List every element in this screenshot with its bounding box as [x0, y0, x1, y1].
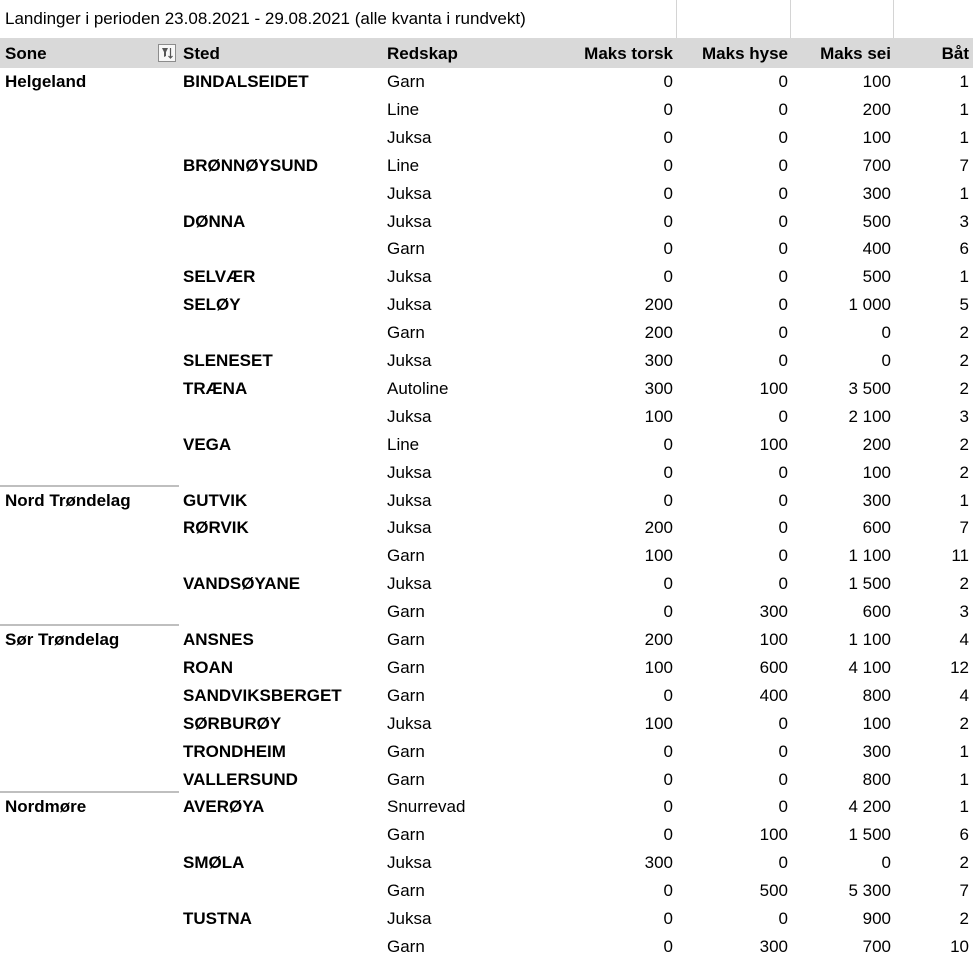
zone-separator: [0, 624, 179, 626]
table-row: [0, 403, 973, 431]
table-cell-sted[interactable]: ROAN: [183, 657, 234, 677]
table-cell-maks-sei[interactable]: 700: [862, 155, 891, 175]
table-cell-redskap[interactable]: Juksa: [387, 351, 432, 370]
table-cell-maks-torsk[interactable]: 0: [663, 155, 673, 175]
table-row: [0, 375, 973, 403]
table-cell-redskap[interactable]: Juksa: [387, 713, 432, 733]
table-cell-sted[interactable]: ANSNES: [183, 630, 254, 649]
table-cell-sted[interactable]: TRONDHEIM: [183, 741, 286, 761]
table-cell-maks-sei[interactable]: 300: [862, 490, 891, 510]
table-cell-maks-hyse[interactable]: 0: [778, 909, 788, 928]
table-row: [0, 96, 973, 124]
table-cell-sted[interactable]: SANDVIKSBERGET: [183, 685, 342, 705]
report-title: Landinger i perioden 23.08.2021 - 29.08.2021 (alle kvanta i rundvekt): [5, 9, 526, 28]
table-cell-maks-torsk[interactable]: 0: [663, 434, 673, 454]
table-cell-redskap[interactable]: Juksa: [387, 490, 432, 510]
table-cell-baat[interactable]: 3: [959, 406, 969, 426]
table-cell-redskap[interactable]: Garn: [387, 239, 425, 259]
table-row: [0, 877, 973, 905]
table-cell-redskap[interactable]: Garn: [387, 602, 425, 622]
table-cell-maks-hyse[interactable]: 0: [778, 574, 788, 594]
table-row: [0, 68, 973, 96]
table-cell-baat[interactable]: 1: [959, 72, 969, 91]
table-cell-baat[interactable]: 2: [959, 434, 969, 454]
table-row: [0, 598, 973, 626]
table-row: [0, 514, 973, 542]
table-cell-redskap[interactable]: Juksa: [387, 518, 432, 538]
table-cell-baat[interactable]: 6: [959, 239, 969, 259]
table-cell-baat[interactable]: 6: [959, 825, 969, 845]
table-cell-maks-sei[interactable]: 400: [862, 239, 891, 259]
table-cell-maks-torsk[interactable]: 0: [663, 741, 673, 761]
table-cell-redskap[interactable]: Juksa: [387, 267, 432, 287]
table-cell-redskap[interactable]: Garn: [387, 685, 425, 705]
table-cell-maks-torsk[interactable]: 0: [663, 239, 673, 259]
table-cell-maks-sei[interactable]: 300: [862, 183, 891, 203]
table-row: [0, 542, 973, 570]
header-maks-hyse[interactable]: Maks hyse: [702, 44, 788, 63]
table-cell-maks-hyse[interactable]: 0: [778, 267, 788, 287]
table-cell-baat[interactable]: 10: [950, 936, 969, 956]
table-cell-redskap[interactable]: Line: [387, 155, 420, 175]
table-cell-redskap[interactable]: Juksa: [387, 574, 432, 594]
table-cell-baat[interactable]: 1: [959, 183, 969, 203]
table-cell-baat[interactable]: 12: [950, 657, 969, 677]
table-cell-baat[interactable]: 1: [959, 741, 969, 761]
table-cell-sted[interactable]: DØNNA: [183, 211, 246, 231]
table-row: [0, 849, 973, 877]
table-cell-redskap[interactable]: Line: [387, 99, 420, 119]
zone-separator: [0, 791, 179, 793]
table-cell-sone[interactable]: Helgeland: [5, 72, 87, 91]
table-cell-maks-hyse[interactable]: 0: [778, 797, 788, 817]
table-cell-maks-hyse[interactable]: 100: [759, 825, 788, 845]
table-cell-maks-torsk[interactable]: 200: [644, 295, 673, 315]
table-cell-maks-sei[interactable]: 600: [862, 518, 891, 538]
table-cell-maks-hyse[interactable]: 300: [759, 602, 788, 622]
table-cell-maks-torsk[interactable]: 300: [644, 351, 673, 370]
table-cell-maks-torsk[interactable]: 200: [644, 630, 673, 649]
table-cell-baat[interactable]: 2: [959, 323, 969, 343]
table-cell-redskap[interactable]: Snurrevad: [387, 797, 466, 817]
table-row: [0, 626, 973, 654]
table-cell-maks-torsk[interactable]: 0: [663, 267, 673, 287]
table-cell-maks-torsk[interactable]: 100: [644, 406, 673, 426]
table-row: [0, 291, 973, 319]
table-cell-sted[interactable]: GUTVIK: [183, 490, 248, 510]
table-cell-sted[interactable]: TRÆNA: [183, 378, 248, 398]
table-cell-maks-torsk[interactable]: 0: [663, 462, 673, 482]
table-cell-baat[interactable]: 2: [959, 378, 969, 398]
table-cell-redskap[interactable]: Garn: [387, 72, 425, 91]
table-cell-maks-hyse[interactable]: 0: [778, 295, 788, 315]
table-row: [0, 152, 973, 180]
table-cell-maks-hyse[interactable]: 300: [759, 936, 788, 956]
table-cell-redskap[interactable]: Juksa: [387, 909, 432, 928]
table-cell-maks-sei[interactable]: 600: [862, 602, 891, 622]
table-row: [0, 208, 973, 236]
table-cell-baat[interactable]: 5: [959, 295, 969, 315]
table-row: [0, 710, 973, 738]
table-cell-baat[interactable]: 4: [959, 630, 969, 649]
table-cell-sone[interactable]: Sør Trøndelag: [5, 630, 120, 649]
table-cell-redskap[interactable]: Autoline: [387, 378, 449, 398]
table-cell-redskap[interactable]: Garn: [387, 741, 425, 761]
table-cell-maks-hyse[interactable]: 0: [778, 546, 788, 566]
table-cell-maks-torsk[interactable]: 0: [663, 685, 673, 705]
table-row: [0, 821, 973, 849]
table-cell-maks-sei[interactable]: 1 100: [848, 546, 891, 566]
table-row: [0, 347, 973, 375]
table-cell-sted[interactable]: SØRBURØY: [183, 713, 282, 733]
table-cell-baat[interactable]: 2: [959, 351, 969, 370]
table-row: [0, 263, 973, 291]
table-cell-maks-hyse[interactable]: 400: [759, 685, 788, 705]
table-cell-maks-hyse[interactable]: 0: [778, 769, 788, 789]
table-row: [0, 124, 973, 152]
table-cell-maks-sei[interactable]: 0: [881, 853, 891, 873]
table-cell-redskap[interactable]: Juksa: [387, 295, 432, 315]
header-baat[interactable]: Båt: [941, 44, 969, 63]
table-cell-maks-hyse[interactable]: 0: [778, 406, 788, 426]
table-cell-sone[interactable]: Nord Trøndelag: [5, 490, 131, 510]
table-cell-maks-sei[interactable]: 1 000: [848, 295, 891, 315]
table-cell-maks-sei[interactable]: 500: [862, 211, 891, 231]
table-cell-sted[interactable]: AVERØYA: [183, 797, 265, 817]
table-cell-maks-torsk[interactable]: 0: [663, 490, 673, 510]
cell-divider: [676, 0, 677, 38]
table-cell-baat[interactable]: 2: [959, 574, 969, 594]
table-cell-maks-sei[interactable]: 500: [862, 267, 891, 287]
table-cell-maks-sei[interactable]: 4 200: [848, 797, 891, 817]
table-cell-baat[interactable]: 1: [959, 797, 969, 817]
table-cell-redskap[interactable]: Juksa: [387, 853, 432, 873]
table-cell-maks-sei[interactable]: 100: [862, 127, 891, 147]
filter-sort-icon[interactable]: [158, 44, 176, 62]
table-cell-baat[interactable]: 2: [959, 909, 969, 928]
table-cell-maks-torsk[interactable]: 0: [663, 602, 673, 622]
table-cell-maks-hyse[interactable]: 0: [778, 127, 788, 147]
cell-divider: [790, 0, 791, 38]
table-cell-sted[interactable]: BRØNNØYSUND: [183, 155, 319, 175]
table-row: [0, 933, 973, 961]
table-cell-maks-hyse[interactable]: 100: [759, 630, 788, 649]
table-cell-sted[interactable]: BINDALSEIDET: [183, 72, 309, 91]
table-cell-maks-hyse[interactable]: 0: [778, 239, 788, 259]
table-cell-maks-torsk[interactable]: 0: [663, 127, 673, 147]
table-cell-maks-hyse[interactable]: 500: [759, 881, 788, 901]
table-cell-redskap[interactable]: Juksa: [387, 406, 432, 426]
table-cell-sted[interactable]: VEGA: [183, 434, 232, 454]
table-cell-baat[interactable]: 7: [959, 881, 969, 901]
table-cell-maks-torsk[interactable]: 0: [663, 797, 673, 817]
table-cell-maks-sei[interactable]: 700: [862, 936, 891, 956]
table-cell-redskap[interactable]: Garn: [387, 546, 425, 566]
table-cell-sted[interactable]: VANDSØYANE: [183, 574, 301, 594]
header-sone[interactable]: Sone: [5, 44, 47, 63]
header-maks-sei[interactable]: Maks sei: [820, 44, 891, 63]
table-cell-maks-torsk[interactable]: 300: [644, 853, 673, 873]
table-cell-maks-torsk[interactable]: 100: [644, 657, 673, 677]
table-cell-redskap[interactable]: Garn: [387, 323, 425, 343]
table-cell-maks-hyse[interactable]: 0: [778, 155, 788, 175]
table-cell-baat[interactable]: 2: [959, 853, 969, 873]
table-cell-baat[interactable]: 1: [959, 99, 969, 119]
table-cell-redskap[interactable]: Line: [387, 434, 420, 454]
table-cell-maks-hyse[interactable]: 0: [778, 323, 788, 343]
table-cell-baat[interactable]: 2: [959, 462, 969, 482]
table-row: [0, 459, 973, 487]
table-cell-baat[interactable]: 2: [959, 713, 969, 733]
table-cell-sted[interactable]: TUSTNA: [183, 909, 252, 928]
table-cell-maks-torsk[interactable]: 300: [644, 378, 673, 398]
table-cell-maks-hyse[interactable]: 0: [778, 853, 788, 873]
table-cell-maks-torsk[interactable]: 0: [663, 769, 673, 789]
table-cell-redskap[interactable]: Garn: [387, 630, 425, 649]
header-sted[interactable]: Sted: [183, 44, 220, 63]
table-cell-maks-hyse[interactable]: 0: [778, 351, 788, 370]
table-cell-baat[interactable]: 7: [959, 155, 969, 175]
header-redskap[interactable]: Redskap: [387, 44, 458, 63]
table-cell-maks-hyse[interactable]: 600: [759, 657, 788, 677]
table-cell-maks-hyse[interactable]: 100: [759, 378, 788, 398]
table-row: [0, 766, 973, 794]
table-cell-maks-sei[interactable]: 4 100: [848, 657, 891, 677]
table-cell-maks-torsk[interactable]: 200: [644, 518, 673, 538]
table-cell-maks-sei[interactable]: 100: [862, 72, 891, 91]
table-row: [0, 180, 973, 208]
table-cell-maks-sei[interactable]: 800: [862, 685, 891, 705]
table-row: [0, 654, 973, 682]
table-cell-sone[interactable]: Nordmøre: [5, 797, 87, 817]
table-cell-maks-torsk[interactable]: 0: [663, 825, 673, 845]
zone-separator: [0, 485, 179, 487]
table-cell-baat[interactable]: 7: [959, 518, 969, 538]
header-row: [0, 38, 973, 68]
table-cell-maks-sei[interactable]: 1 500: [848, 825, 891, 845]
table-cell-maks-torsk[interactable]: 0: [663, 936, 673, 956]
table-cell-maks-torsk[interactable]: 0: [663, 183, 673, 203]
table-cell-maks-hyse[interactable]: 0: [778, 99, 788, 119]
table-cell-redskap[interactable]: Juksa: [387, 127, 432, 147]
table-cell-maks-torsk[interactable]: 100: [644, 546, 673, 566]
table-cell-baat[interactable]: 4: [959, 685, 969, 705]
table-row: [0, 487, 973, 515]
table-cell-maks-torsk[interactable]: 0: [663, 909, 673, 928]
table-cell-maks-sei[interactable]: 1 500: [848, 574, 891, 594]
table-cell-redskap[interactable]: Garn: [387, 657, 425, 677]
table-cell-maks-torsk[interactable]: 0: [663, 72, 673, 91]
table-cell-maks-hyse[interactable]: 0: [778, 741, 788, 761]
table-cell-maks-torsk[interactable]: 0: [663, 99, 673, 119]
table-row: [0, 235, 973, 263]
table-cell-maks-sei[interactable]: 2 100: [848, 406, 891, 426]
table-cell-maks-sei[interactable]: 100: [862, 462, 891, 482]
table-cell-redskap[interactable]: Juksa: [387, 462, 432, 482]
table-cell-sted[interactable]: RØRVIK: [183, 518, 249, 538]
table-cell-maks-hyse[interactable]: 0: [778, 183, 788, 203]
table-cell-maks-hyse[interactable]: 0: [778, 211, 788, 231]
table-row: [0, 319, 973, 347]
table-row: [0, 431, 973, 459]
table-row: [0, 793, 973, 821]
table-cell-redskap[interactable]: Juksa: [387, 211, 432, 231]
table-cell-baat[interactable]: 3: [959, 211, 969, 231]
table-cell-maks-torsk[interactable]: 0: [663, 211, 673, 231]
table-cell-redskap[interactable]: Garn: [387, 825, 425, 845]
table-cell-maks-sei[interactable]: 200: [862, 99, 891, 119]
table-cell-sted[interactable]: SLENESET: [183, 351, 273, 370]
table-cell-maks-torsk[interactable]: 0: [663, 881, 673, 901]
table-cell-redskap[interactable]: Garn: [387, 769, 425, 789]
table-cell-maks-hyse[interactable]: 0: [778, 518, 788, 538]
table-cell-maks-torsk[interactable]: 100: [644, 713, 673, 733]
table-row: [0, 570, 973, 598]
table-cell-baat[interactable]: 1: [959, 267, 969, 287]
table-cell-maks-sei[interactable]: 900: [862, 909, 891, 928]
table-cell-maks-sei[interactable]: 300: [862, 741, 891, 761]
table-cell-baat[interactable]: 3: [959, 602, 969, 622]
cell-divider: [893, 0, 894, 38]
table-cell-maks-sei[interactable]: 3 500: [848, 378, 891, 398]
table-cell-maks-sei[interactable]: 5 300: [848, 881, 891, 901]
title-row: [0, 0, 973, 39]
table-cell-baat[interactable]: 1: [959, 127, 969, 147]
table-cell-maks-sei[interactable]: 200: [862, 434, 891, 454]
table-cell-sted[interactable]: SMØLA: [183, 853, 245, 873]
table-cell-sted[interactable]: SELVÆR: [183, 267, 256, 287]
table-cell-maks-sei[interactable]: 0: [881, 323, 891, 343]
table-row: [0, 682, 973, 710]
table-cell-maks-hyse[interactable]: 0: [778, 490, 788, 510]
table-cell-maks-sei[interactable]: 0: [881, 351, 891, 370]
table-cell-redskap[interactable]: Juksa: [387, 183, 432, 203]
table-row: [0, 905, 973, 933]
table-cell-maks-hyse[interactable]: 100: [759, 434, 788, 454]
table-cell-maks-sei[interactable]: 800: [862, 769, 891, 789]
table-cell-baat[interactable]: 1: [959, 490, 969, 510]
header-maks-torsk[interactable]: Maks torsk: [584, 44, 673, 63]
table-cell-maks-torsk[interactable]: 200: [644, 323, 673, 343]
table-cell-baat[interactable]: 1: [959, 769, 969, 789]
table-body: [0, 68, 973, 963]
table-cell-maks-hyse[interactable]: 0: [778, 72, 788, 91]
table-cell-baat[interactable]: 11: [951, 546, 969, 566]
table-cell-maks-sei[interactable]: 100: [862, 713, 891, 733]
table-row: [0, 738, 973, 766]
table-cell-maks-hyse[interactable]: 0: [778, 713, 788, 733]
table-cell-sted[interactable]: VALLERSUND: [183, 769, 298, 789]
table-cell-maks-sei[interactable]: 1 100: [848, 630, 891, 649]
table-cell-redskap[interactable]: Garn: [387, 936, 425, 956]
table-cell-redskap[interactable]: Garn: [387, 881, 425, 901]
table-cell-sted[interactable]: SELØY: [183, 295, 241, 315]
table-cell-maks-torsk[interactable]: 0: [663, 574, 673, 594]
table-cell-maks-hyse[interactable]: 0: [778, 462, 788, 482]
